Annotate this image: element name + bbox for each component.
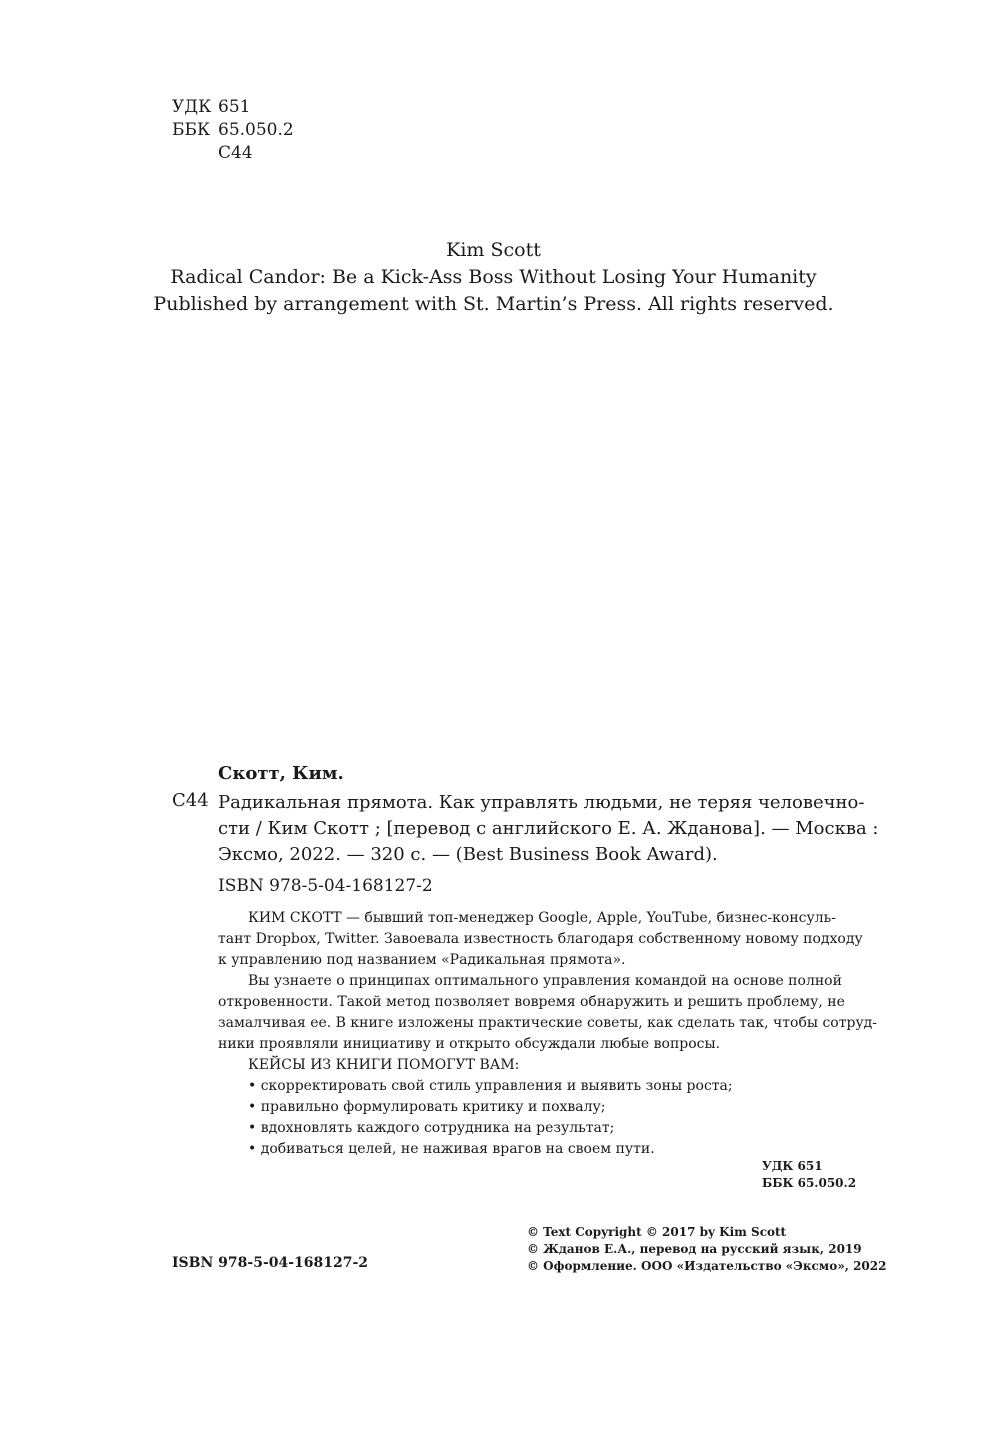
annotation-line: КИМ СКОТТ — бывший топ-менеджер Google, Apple, YouTube, бизнес-консуль-: [248, 910, 836, 926]
cases-heading: КЕЙСЫ ИЗ КНИГИ ПОМОГУТ ВАМ:: [248, 1057, 520, 1073]
bbk-short: ББК 65.050.2: [762, 1176, 857, 1190]
udk-value: 651: [218, 97, 251, 117]
bullet-item: • правильно формулировать критику и похвалу;: [248, 1099, 606, 1115]
bullet-item: • вдохновлять каждого сотрудника на результат;: [248, 1120, 615, 1136]
annotation: [218, 908, 878, 1160]
author-mark: С44: [218, 143, 253, 163]
biblio-line: Радикальная прямота. Как управлять людьми, не теряя человечно-: [218, 792, 865, 813]
udk-short: УДК 651: [762, 1159, 823, 1173]
original-rights: Published by arrangement with St. Martin’s Press. All rights reserved.: [153, 293, 834, 315]
bullet-item: • добиваться целей, не наживая врагов на своем пути.: [248, 1141, 655, 1157]
copyright-line: © Жданов Е.А., перевод на русский язык, 2019: [527, 1242, 862, 1256]
biblio-line: сти / Ким Скотт ; [перевод с английского Е. А. Жданова]. — Москва :: [218, 818, 879, 839]
annotation-line: к управлению под названием «Радикальная прямота».: [218, 952, 626, 968]
bbk-value: 65.050.2: [218, 120, 294, 140]
catalog-isbn: ISBN 978-5-04-168127-2: [218, 876, 433, 896]
annotation-line: Вы узнаете о принципах оптимального управления командой на основе полной: [248, 973, 842, 989]
annotation-line: замалчивая ее. В книге изложены практические советы, как сделать так, чтобы сотруд-: [218, 1015, 878, 1031]
original-author: Kim Scott: [446, 239, 541, 261]
annotation-line: ники проявляли инициативу и открыто обсуждали любые вопросы.: [218, 1036, 721, 1052]
copyright-notices: [527, 1224, 886, 1275]
bullet-item: • скорректировать свой стиль управления и выявить зоны роста;: [248, 1078, 733, 1094]
annotation-line: тант Dropbox, Twitter. Завоевала известность благодаря собственному новому подходу: [218, 931, 863, 947]
footer-isbn: ISBN 978-5-04-168127-2: [172, 1255, 369, 1271]
original-title: Radical Candor: Be a Kick-Ass Boss Without Losing Your Humanity: [170, 266, 817, 288]
catalog-author-heading: Скотт, Ким.: [218, 763, 344, 784]
bbk-label: ББК: [172, 120, 211, 140]
classification-codes: [172, 96, 294, 165]
biblio-line: Эксмо, 2022. — 320 с. — (Best Business Book Award).: [218, 844, 718, 865]
catalog-code: С44: [172, 790, 209, 811]
original-edition: [0, 237, 987, 318]
bibliographic-description: [218, 790, 879, 868]
copyright-line: © Оформление. ООО «Издательство «Эксмо», 2022: [527, 1259, 887, 1273]
udk-label: УДК: [172, 97, 212, 117]
catalog-codes-short: [762, 1158, 856, 1192]
copyright-line: © Text Copyright © 2017 by Kim Scott: [527, 1225, 787, 1239]
annotation-line: откровенности. Такой метод позволяет вовремя обнаружить и решить проблему, не: [218, 994, 845, 1010]
